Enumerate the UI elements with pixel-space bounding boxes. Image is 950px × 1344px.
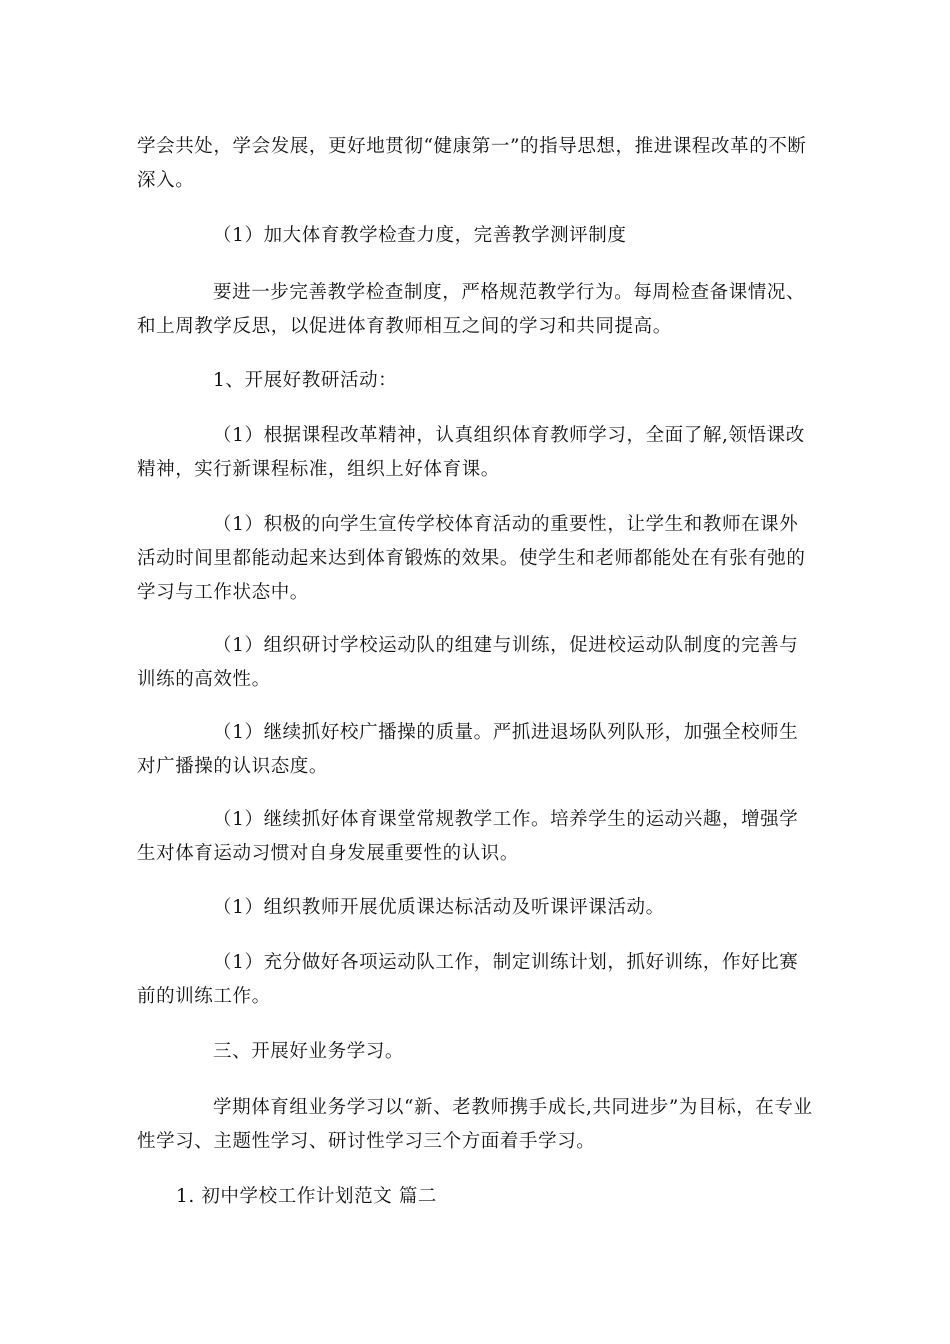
paragraph-6: （1）积极的向学生宣传学校体育活动的重要性，让学生和教师在课外活动时间里都能动起来达到体育锻炼的效果。使学生和老师都能处在有张有弛的学习与工作状态中。	[137, 514, 806, 603]
paragraph-9: （1）继续抓好体育课堂常规教学工作。培养学生的运动兴趣，增强学生对体育运动习惯对自身发展重要性的认识。	[137, 809, 799, 864]
section-heading: 1. 初中学校工作计划范文 篇二	[176, 1186, 438, 1207]
paragraph-1: 学会共处，学会发展，更好地贯彻“健康第一”的指导思想，推进课程改革的不断深入。	[137, 136, 807, 191]
paragraph-13: 学期体育组业务学习以“新、老教师携手成长,共同进步”为目标，在专业性学习、主题性学习、研讨性学习三个方面着手学习。	[137, 1097, 813, 1152]
paragraph-11: （1）充分做好各项运动队工作，制定训练计划，抓好训练，作好比赛前的训练工作。	[137, 952, 799, 1007]
paragraph-7: （1）组织研讨学校运动队的组建与训练，促进校运动队制度的完善与训练的高效性。	[137, 635, 799, 690]
paragraph-8: （1）继续抓好校广播操的质量。严抓进退场队列队形，加强全校师生对广播操的认识态度。	[137, 722, 799, 777]
paragraph-4: 1、开展好教研活动：	[213, 370, 398, 391]
paragraph-5: （1）根据课程改革精神，认真组织体育教师学习，全面了解,领悟课改精神，实行新课程标准，组织上好体育课。	[137, 425, 805, 480]
paragraph-12: 三、开展好业务学习。	[213, 1041, 405, 1062]
paragraph-2: （1）加大体育教学检查力度，完善教学测评制度	[213, 225, 627, 246]
paragraph-3: 要进一步完善教学检查制度，严格规范教学行为。每周检查备课情况、和上周教学反思，以促进体育教师相互之间的学习和共同提高。	[137, 282, 806, 337]
paragraph-10: （1）组织教师开展优质课达标活动及听课评课活动。	[213, 897, 665, 918]
